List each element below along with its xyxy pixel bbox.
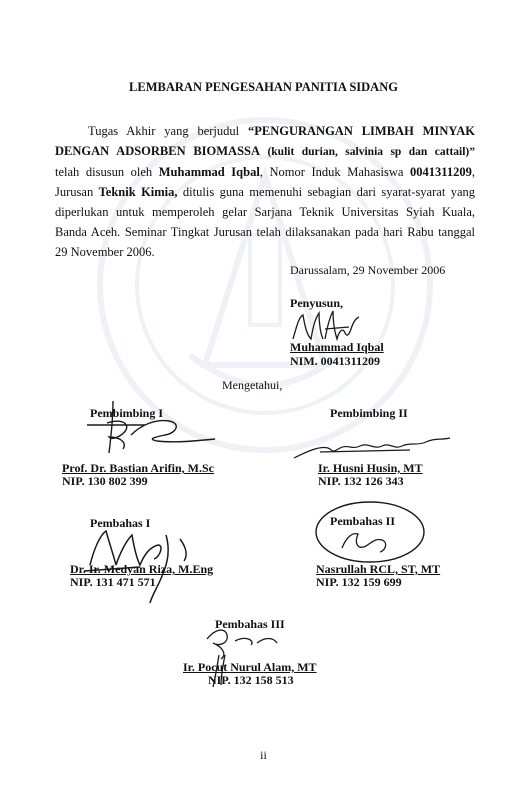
pembimbing-1-label: Pembimbing I [90, 406, 164, 420]
page-title: LEMBARAN PENGESAHAN PANITIA SIDANG [129, 80, 398, 94]
pembimbing-2-label: Pembimbing II [330, 406, 408, 420]
body-line-6: Banda Aceh. Seminar Tingkat Jurusan telah dilaksanakan pada hari Rabu tanggal [55, 225, 475, 239]
pembahas-1-signature [80, 505, 210, 605]
pembimbing-2-nip: NIP. 132 126 343 [318, 474, 404, 488]
pembahas-1-nip: NIP. 131 471 571 [70, 575, 156, 589]
author-name: Muhammad Iqbal [158, 165, 260, 179]
pembahas-1-name: Dr. Ir. Medyan Riza, M.Eng [70, 562, 214, 576]
thesis-title-part-3: (kulit durian, salvinia sp dan cattail)” [260, 146, 475, 158]
mengetahui-label: Mengetahui, [222, 378, 283, 392]
penyusun-name: Muhammad Iqbal [290, 340, 384, 354]
pembahas-2-label: Pembahas II [330, 514, 396, 528]
body-line-3: telah disusun oleh Muhammad Iqbal, Nomor Induk Mahasiswa 0041311209, [55, 165, 475, 179]
body-paragraph [55, 121, 475, 262]
pembahas-3-label: Pembahas III [215, 617, 285, 631]
department-name: Teknik Kimia, [98, 185, 178, 199]
pembimbing-1-nip: NIP. 130 802 399 [62, 474, 148, 488]
pembahas-3-name: Ir. Pocut Nurul Alam, MT [183, 660, 317, 674]
penyusun-nim: NIM. 0041311209 [290, 354, 380, 368]
pembahas-3-nip: NIP. 132 158 513 [208, 673, 294, 687]
pembahas-2-name: Nasrullah RCL, ST, MT [316, 562, 441, 576]
page-number: ii [260, 748, 267, 762]
pembimbing-2-signature [290, 432, 460, 462]
body-line-2 [55, 141, 475, 162]
pembahas-2-nip: NIP. 132 159 699 [316, 575, 402, 589]
place-date: Darussalam, 29 November 2006 [290, 263, 446, 277]
body-line-4: Jurusan Teknik Kimia, ditulis guna memenuhi sebagian dari syarat-syarat yang [55, 185, 475, 199]
pembimbing-1-signature [85, 395, 220, 457]
body-line-5: diperlukan untuk memperoleh gelar Sarjana Teknik Universitas Syiah Kuala, [55, 205, 475, 219]
pembahas-2-signature [312, 498, 432, 566]
body-line-1: Tugas Akhir yang berjudul “PENGURANGAN LIMBAH MINYAK [88, 124, 475, 138]
thesis-title-part-2: DENGAN ADSORBEN BIOMASSA [55, 144, 261, 158]
pembimbing-1-name: Prof. Dr. Bastian Arifin, M.Sc [62, 461, 214, 475]
penyusun-label: Penyusun, [290, 296, 344, 310]
thesis-title-part-1: “PENGURANGAN LIMBAH MINYAK [248, 124, 475, 138]
pembahas-1-label: Pembahas I [90, 516, 151, 530]
body-line-7: 29 November 2006. [55, 245, 155, 259]
author-nim: 0041311209 [410, 165, 472, 179]
pembimbing-2-name: Ir. Husni Husin, MT [318, 461, 423, 475]
